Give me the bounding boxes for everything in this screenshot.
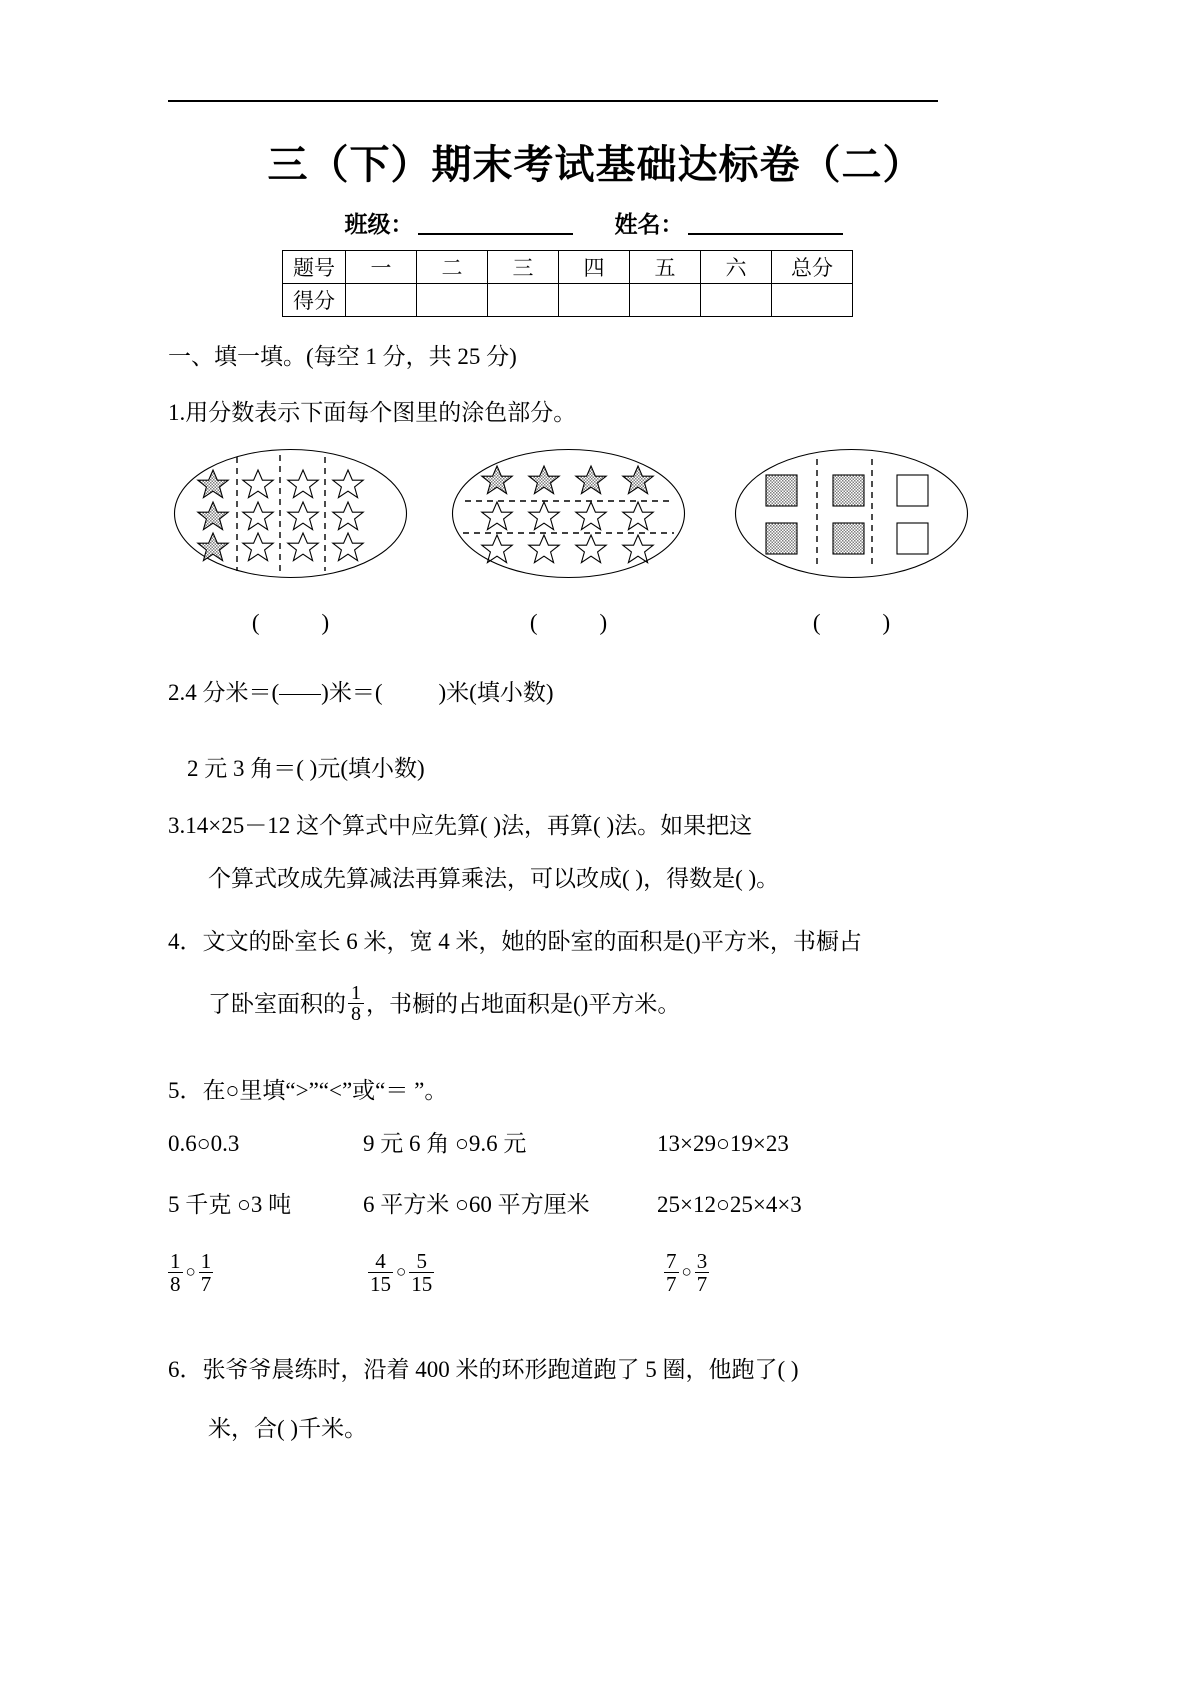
figure-stars-horizontal-split: [451, 447, 686, 580]
figure-stars-vertical-split: [173, 447, 408, 580]
answer-blank-figure-2[interactable]: [451, 610, 686, 636]
name-input-blank[interactable]: [688, 233, 843, 235]
question-1-figures: [168, 447, 958, 582]
student-info-row: [0, 206, 1191, 239]
fraction-numerator: 4: [375, 1249, 386, 1273]
col-6: 六: [701, 251, 772, 284]
question-5-heading: 5．在○里填“>”“<”或“＝ ”。: [168, 1078, 448, 1103]
score-cell-2[interactable]: [417, 284, 488, 317]
answer-blank-figure-1[interactable]: [173, 610, 408, 636]
q4-text-pre: 了卧室面积的: [208, 991, 346, 1017]
q5-row1-col1[interactable]: 0.6○0.3: [168, 1131, 240, 1156]
question-4-line-1: 4．文文的卧室长 6 米，宽 4 米，她的卧室的面积是()平方米，书橱占: [168, 929, 862, 954]
q5-row2-col1[interactable]: 5 千克 ○3 吨: [168, 1192, 292, 1217]
fraction-one-eighth: [348, 983, 364, 1025]
question-3-line-2: 个算式改成先算减法再算乘法，可以改成( )，得数是( )。: [208, 866, 780, 891]
question-2-line-1: [168, 676, 553, 709]
score-cell-total[interactable]: [772, 284, 853, 317]
col-2: 二: [417, 251, 488, 284]
score-cell-1[interactable]: [346, 284, 417, 317]
question-6-line-1: 6．张爷爷晨练时，沿着 400 米的环形跑道跑了 5 圈，他跑了( ): [168, 1357, 799, 1382]
score-cell-3[interactable]: [488, 284, 559, 317]
paren-open: (: [251, 610, 260, 635]
fraction-right: [695, 1250, 710, 1295]
col-3: 三: [488, 251, 559, 284]
col-4: 四: [559, 251, 630, 284]
fraction-left: [168, 1250, 183, 1295]
q5-row1-col2[interactable]: 9 元 6 角 ○9.6 元: [363, 1131, 527, 1156]
section-1-heading: 一、填一填。(每空 1 分，共 25 分): [168, 344, 517, 369]
question-3-line-1: 3.14×25－12 这个算式中应先算( )法，再算( )法。如果把这: [168, 813, 753, 838]
fraction-right: [409, 1250, 434, 1295]
q5-row2-col3[interactable]: 25×12○25×4×3: [657, 1192, 802, 1217]
fraction-numerator: 1: [170, 1249, 181, 1273]
q2-text-b: )米＝(: [321, 680, 383, 705]
score-table: [282, 250, 853, 317]
question-1-captions: [168, 610, 958, 640]
row-label-score: 得分: [283, 284, 346, 317]
paren-open: (: [529, 610, 538, 635]
compare-circle[interactable]: ○: [681, 1262, 692, 1282]
fraction-right: [199, 1250, 214, 1295]
table-row-header: [283, 251, 853, 284]
table-row-scores: [283, 284, 853, 317]
compare-circle[interactable]: ○: [396, 1262, 407, 1282]
name-label: 姓名：: [614, 212, 684, 238]
fraction-left: [664, 1250, 679, 1295]
q2-fraction-blank[interactable]: [279, 694, 321, 695]
page-title: 三（下）期末考试基础达标卷（二）: [267, 142, 924, 188]
class-label: 班级：: [344, 212, 414, 238]
question-4-line-2: [208, 982, 681, 1027]
paren-close: ): [321, 610, 330, 635]
row-label-question-no: 题号: [283, 251, 346, 284]
fraction-denominator: 15: [411, 1272, 433, 1297]
fraction-denominator: 8: [348, 1003, 364, 1024]
paren-open: (: [812, 610, 821, 635]
q5-row1-col3[interactable]: 13×29○19×23: [657, 1131, 789, 1156]
q5-fraction-compare-2[interactable]: [368, 1250, 434, 1295]
fraction-left: [368, 1250, 393, 1295]
answer-blank-figure-3[interactable]: [734, 610, 969, 636]
compare-circle[interactable]: ○: [185, 1262, 196, 1282]
col-total: 总分: [772, 251, 853, 284]
score-cell-5[interactable]: [630, 284, 701, 317]
score-cell-4[interactable]: [559, 284, 630, 317]
fraction-numerator: 5: [416, 1249, 428, 1273]
question-6-line-2: 米，合( )千米。: [208, 1416, 368, 1441]
fraction-denominator: 8: [170, 1272, 181, 1297]
paren-close: ): [882, 610, 891, 635]
q4-text-post: ，书橱的占地面积是()平方米。: [366, 991, 681, 1017]
header-rule: [168, 100, 938, 102]
fraction-denominator: 15: [370, 1272, 391, 1297]
fraction-denominator: 7: [200, 1272, 212, 1297]
col-1: 一: [346, 251, 417, 284]
question-2-line-2: 2 元 3 角＝( )元(填小数): [187, 756, 425, 781]
fraction-denominator: 7: [666, 1272, 677, 1297]
q2-text-a: 2.4 分米＝(: [168, 680, 280, 705]
question-1-text: 1.用分数表示下面每个图里的涂色部分。: [168, 400, 577, 425]
q5-row2-col2[interactable]: 6 平方米 ○60 平方厘米: [363, 1192, 590, 1217]
fraction-numerator: 7: [666, 1249, 677, 1273]
q5-fraction-compare-3[interactable]: [664, 1250, 709, 1295]
figure-squares-vertical-split: [734, 447, 969, 580]
fraction-numerator: 1: [351, 982, 361, 1004]
fraction-numerator: 3: [696, 1249, 708, 1273]
fraction-numerator: 1: [200, 1249, 212, 1273]
q5-fraction-compare-1[interactable]: [168, 1250, 213, 1295]
paren-close: ): [599, 610, 608, 635]
score-cell-6[interactable]: [701, 284, 772, 317]
q2-text-c: )米(填小数): [438, 680, 554, 705]
class-input-blank[interactable]: [418, 233, 573, 235]
fraction-denominator: 7: [696, 1272, 708, 1297]
col-5: 五: [630, 251, 701, 284]
